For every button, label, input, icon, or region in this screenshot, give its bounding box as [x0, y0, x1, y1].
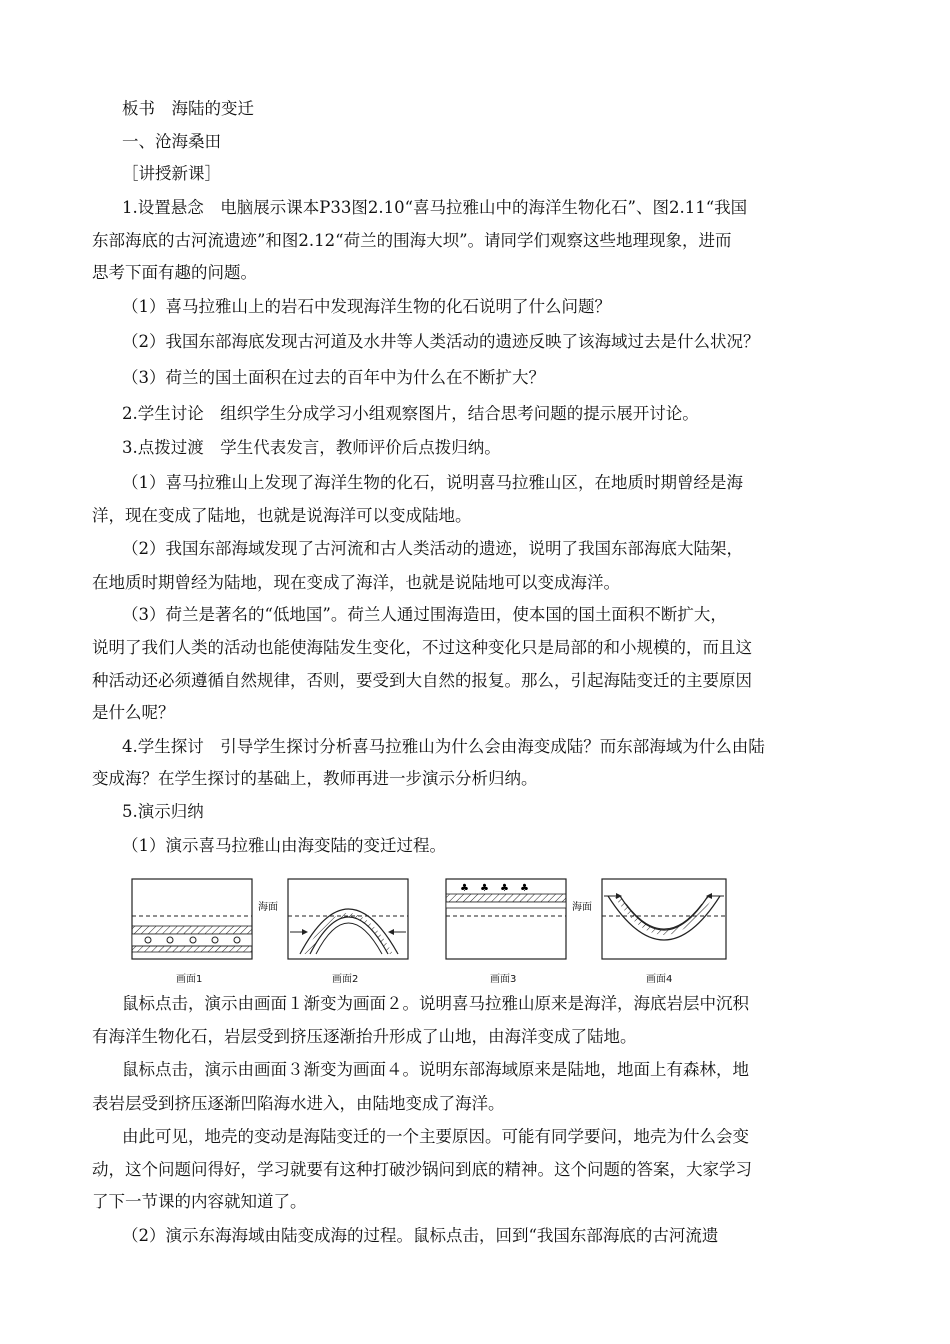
answer-2: （2）我国东部海域发现了古河流和古人类活动的遗迹，说明了我国东部海底大陆架， [122, 539, 743, 558]
answer-1-cont: 洋，现在变成了陆地，也就是说海洋可以变成陆地。 [92, 506, 472, 525]
caption-1: 画面1 [176, 974, 203, 985]
answer-2-cont: 在地质时期曾经为陆地，现在变成了海洋，也就是说陆地可以变成海洋。 [92, 573, 620, 592]
caption-4: 画面4 [646, 974, 673, 985]
question-1: （1）喜马拉雅山上的岩石中发现海洋生物的化石说明了什么问题？ [122, 297, 611, 316]
paragraph-line: 鼠标点击，演示由画面３渐变为画面４。说明东部海域原来是陆地，地面上有森林，地 [122, 1060, 749, 1079]
tree-icon: ♣ [460, 883, 469, 894]
panel-4 [602, 879, 726, 959]
sea-surface-label-1: 海面 [258, 902, 278, 913]
panel-1 [132, 879, 252, 959]
paragraph-line: 1.设置悬念 电脑展示课本P33图2.10“喜马拉雅山中的海洋生物化石”、图2.11“我国 [122, 198, 748, 217]
panel-3 [446, 879, 566, 959]
paragraph-line: 动，这个问题问得好，学习就要有这种打破沙锅问到底的精神。这个问题的答案，大家学习 [92, 1160, 752, 1179]
panel-2 [288, 879, 408, 959]
crust-change-figure [130, 874, 730, 984]
caption-2: 画面2 [332, 974, 359, 985]
paragraph-line: 鼠标点击，演示由画面１渐变为画面２。说明喜马拉雅山原来是海洋，海底岩层中沉积 [122, 994, 749, 1013]
paragraph-line: 3.点拨过渡 学生代表发言，教师评价后点拨归纳。 [122, 438, 501, 457]
answer-3-cont: 种活动还必须遵循自然规律，否则，要受到大自然的报复。那么，引起海陆变迁的主要原因 [92, 671, 752, 690]
section-heading: 一、沧海桑田 [122, 132, 221, 151]
paragraph-line: 了下一节课的内容就知道了。 [92, 1192, 307, 1211]
tree-icon: ♣ [480, 883, 489, 894]
question-2: （2）我国东部海底发现古河道及水井等人类活动的遗迹反映了该海域过去是什么状况？ [122, 332, 760, 351]
paragraph-line: 由此可见，地壳的变动是海陆变迁的一个主要原因。可能有同学要问，地壳为什么会变 [122, 1127, 749, 1146]
paragraph-line: 2.学生讨论 组织学生分成学习小组观察图片，结合思考问题的提示展开讨论。 [122, 404, 699, 423]
answer-3-cont: 是什么呢？ [92, 703, 175, 722]
answer-3: （3）荷兰是著名的“低地国”。荷兰人通过围海造田，使本国的国土面积不断扩大， [122, 605, 727, 624]
answer-3-cont: 说明了我们人类的活动也能使海陆发生变化，不过这种变化只是局部的和小规模的，而且这 [92, 638, 752, 657]
paragraph-line: 5.演示归纳 [122, 802, 204, 821]
figure-svg [130, 874, 730, 984]
lesson-tag: ［讲授新课］ [122, 164, 221, 183]
caption-3: 画面3 [490, 974, 517, 985]
sea-surface-label-2: 海面 [572, 902, 592, 913]
answer-1: （1）喜马拉雅山上发现了海洋生物的化石，说明喜马拉雅山区，在地质时期曾经是海 [122, 473, 743, 492]
paragraph-line: 东部海底的古河流遗迹”和图2.12“荷兰的围海大坝”。请同学们观察这些地理现象，进而 [92, 231, 732, 250]
paragraph-line: 表岩层受到挤压逐渐凹陷海水进入，由陆地变成了海洋。 [92, 1094, 505, 1113]
paragraph-line: 有海洋生物化石，岩层受到挤压逐渐抬升形成了山地，由海洋变成了陆地。 [92, 1027, 637, 1046]
tree-icon: ♣ [500, 883, 509, 894]
paragraph-line: （1）演示喜马拉雅山由海变陆的变迁过程。 [122, 836, 446, 855]
question-3: （3）荷兰的国土面积在过去的百年中为什么在不断扩大？ [122, 368, 545, 387]
board-heading: 板书 海陆的变迁 [122, 99, 254, 118]
paragraph-line: 4.学生探讨 引导学生探讨分析喜马拉雅山为什么会由海变成陆？而东部海域为什么由陆 [122, 737, 765, 756]
paragraph-line: 思考下面有趣的问题。 [92, 263, 257, 282]
paragraph-line: （2）演示东海海域由陆变成海的过程。鼠标点击，回到“我国东部海底的古河流遗 [122, 1226, 719, 1245]
tree-icon: ♣ [520, 883, 529, 894]
paragraph-line: 变成海？在学生探讨的基础上，教师再进一步演示分析归纳。 [92, 769, 538, 788]
